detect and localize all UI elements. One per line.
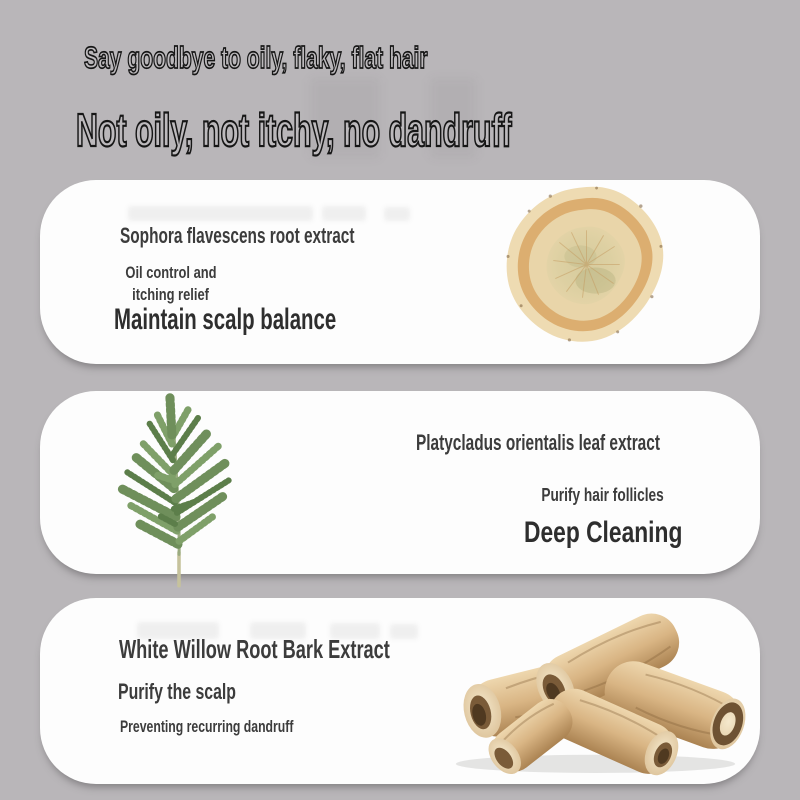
platycladus-leaf-sprig-image: [99, 382, 259, 588]
card-highlight: Maintain scalp balance: [114, 303, 337, 336]
card-benefit-line: Preventing recurring dandruff: [120, 717, 294, 736]
willow-bark-pieces-image: [438, 604, 753, 776]
sophora-root-slice-image: [500, 184, 672, 350]
card-benefit-line: Purify the scalp: [118, 679, 236, 704]
erased-text-ghost: [384, 207, 410, 221]
card-title: Sophora flavescens root extract: [120, 223, 355, 248]
card-benefit-line: itching relief: [132, 285, 210, 304]
card-benefit-line: Oil control and: [125, 263, 217, 282]
erased-text-ghost: [390, 624, 418, 639]
tagline-heading: Say goodbye to oily, flaky, flat hair: [84, 40, 428, 75]
card-highlight: Deep Cleaning: [523, 516, 683, 549]
card-title: White Willow Root Bark Extract: [119, 634, 390, 664]
erased-text-ghost: [128, 206, 313, 221]
erased-text-ghost: [322, 206, 366, 221]
card-benefit-line: Purify hair follicles: [541, 485, 665, 505]
main-headline: Not oily, not itchy, no dandruff: [76, 104, 512, 156]
card-title: Platycladus orientalis leaf extract: [416, 430, 660, 455]
